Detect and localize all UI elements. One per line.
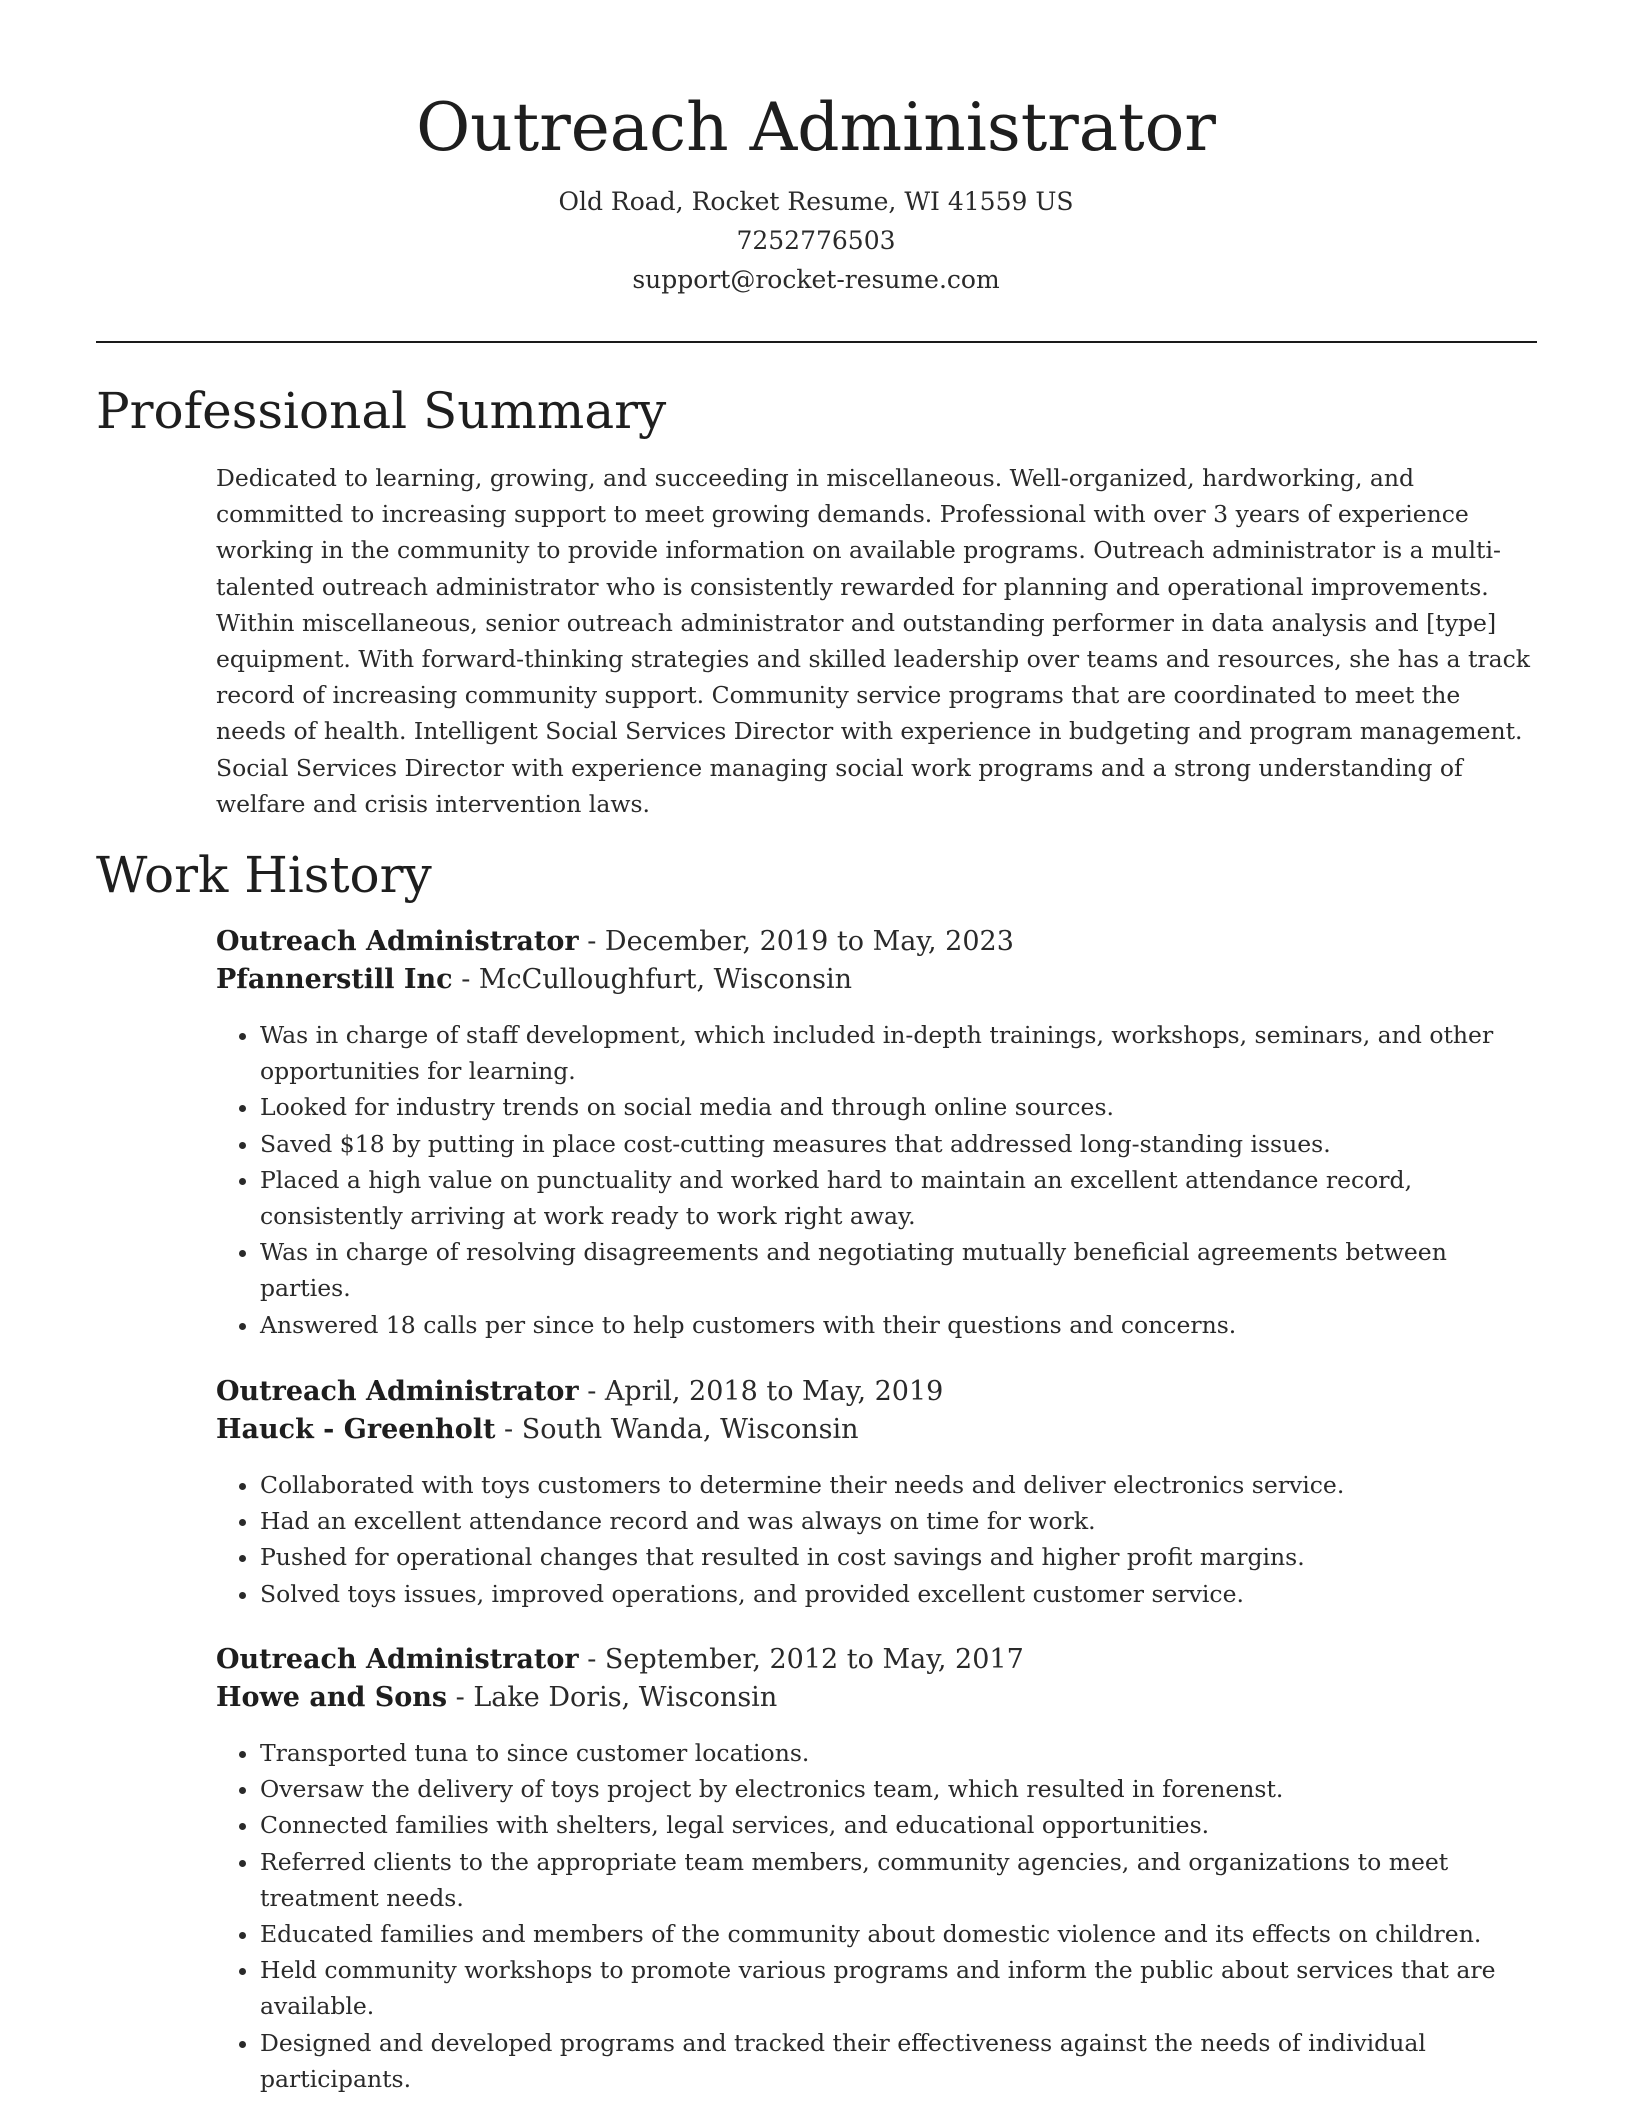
job-dates: - September, 2012 to May, 2017 xyxy=(578,1644,1024,1675)
job-bullet: • Educated families and members of the community about domestic violence and its effects on children. xyxy=(260,1916,1536,1952)
job-bullet: • Looked for industry trends on social media and through online sources. xyxy=(260,1089,1536,1125)
summary-text: Dedicated to learning, growing, and succeeding in miscellaneous. Well-organized, hardworking, and committed to increasing support to meet growing demands. Professional with over 3 years of experience working in the community to provide information on available programs. Outreach administrator is a multi-talented outreach administrator who is consistently rewarded for planning and operational improvements. Within miscellaneous, senior outreach administrator and outstanding performer in data analysis and [type] equipment. With forward-thinking strategies and skilled leadership over teams and resources, she has a track record of increasing community support. Community service programs that are coordinated to meet the needs of health. Intelligent Social Services Director with experience in budgeting and program management. Social Services Director with experience managing social work programs and a strong understanding of welfare and crisis intervention laws. xyxy=(216,464,1531,818)
job-bullets xyxy=(216,1735,1536,2097)
job-title-line xyxy=(216,923,1536,961)
job-entry xyxy=(216,923,1536,1343)
job-dates: - December, 2019 to May, 2023 xyxy=(578,926,1014,957)
job-bullet: • Pushed for operational changes that resulted in cost savings and higher profit margins. xyxy=(260,1539,1536,1575)
job-bullet: • Connected families with shelters, legal services, and educational opportunities. xyxy=(260,1807,1536,1843)
job-bullet: • Referred clients to the appropriate team members, community agencies, and organizations to meet treatment needs. xyxy=(260,1844,1536,1916)
job-dates: - April, 2018 to May, 2019 xyxy=(578,1376,944,1407)
job-bullet: • Saved $18 by putting in place cost-cutting measures that addressed long-standing issues. xyxy=(260,1126,1536,1162)
job-bullet: • Answered 18 calls per since to help customers with their questions and concerns. xyxy=(260,1307,1536,1343)
job-bullets xyxy=(216,1467,1536,1612)
resume-name: Outreach Administrator xyxy=(416,89,1216,166)
contact-email: support@rocket-resume.com xyxy=(632,265,1000,294)
job-location: - Lake Doris, Wisconsin xyxy=(447,1682,778,1713)
job-company: Pfannerstill Inc xyxy=(216,964,453,995)
resume-header xyxy=(0,0,1632,299)
job-bullet: • Oversaw the delivery of toys project by electronics team, which resulted in forenenst. xyxy=(260,1771,1536,1807)
header-divider xyxy=(96,341,1537,343)
job-company-line xyxy=(216,1411,1536,1449)
job-title-line xyxy=(216,1641,1536,1679)
contact-block xyxy=(0,182,1632,299)
job-location: - South Wanda, Wisconsin xyxy=(495,1414,859,1445)
contact-address: Old Road, Rocket Resume, WI 41559 US xyxy=(558,187,1074,216)
job-entry xyxy=(216,1641,1536,2097)
job-bullet: • Held community workshops to promote various programs and inform the public about services that are available. xyxy=(260,1952,1536,2024)
job-title: Outreach Administrator xyxy=(216,1376,579,1407)
job-company: Howe and Sons xyxy=(216,1682,448,1713)
job-company: Hauck - Greenholt xyxy=(216,1414,496,1445)
summary-heading: Professional Summary xyxy=(96,382,667,440)
job-location: - McCulloughfurt, Wisconsin xyxy=(452,964,853,995)
job-bullet: • Had an excellent attendance record and was always on time for work. xyxy=(260,1503,1536,1539)
job-title: Outreach Administrator xyxy=(216,1644,579,1675)
job-bullet: • Designed and developed programs and tracked their effectiveness against the needs of individual participants. xyxy=(260,2025,1536,2097)
contact-phone: 7252776503 xyxy=(736,226,896,255)
job-bullet: • Was in charge of resolving disagreements and negotiating mutually beneficial agreements between parties. xyxy=(260,1234,1536,1306)
job-bullet: • Was in charge of staff development, which included in-depth trainings, workshops, seminars, and other opportunities for learning. xyxy=(260,1017,1536,1089)
job-company-line xyxy=(216,961,1536,999)
job-title-line xyxy=(216,1373,1536,1411)
job-bullet: • Placed a high value on punctuality and worked hard to maintain an excellent attendance record, consistently arriving at work ready to work right away. xyxy=(260,1162,1536,1234)
job-entry xyxy=(216,1373,1536,1612)
work-history-heading: Work History xyxy=(96,846,432,904)
job-bullet: • Transported tuna to since customer locations. xyxy=(260,1735,1536,1771)
job-bullet: • Solved toys issues, improved operations, and provided excellent customer service. xyxy=(260,1576,1536,1612)
job-title: Outreach Administrator xyxy=(216,926,579,957)
job-bullets xyxy=(216,1017,1536,1343)
job-bullet: • Collaborated with toys customers to determine their needs and deliver electronics service. xyxy=(260,1467,1536,1503)
job-company-line xyxy=(216,1679,1536,1717)
